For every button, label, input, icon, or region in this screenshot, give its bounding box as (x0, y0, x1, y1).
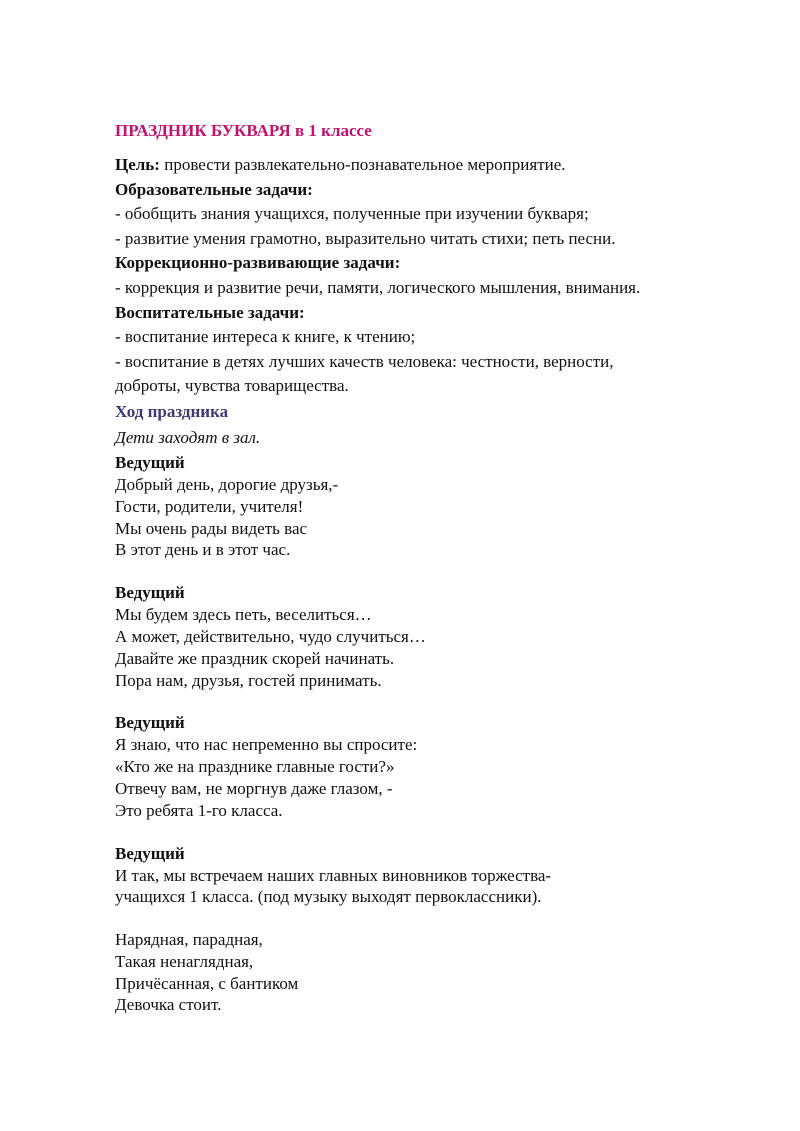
verse-line: «Кто же на празднике главные гости?» (115, 757, 395, 777)
verse-line: А может, действительно, чудо случиться… (115, 626, 426, 646)
edu-tasks-heading: Образовательные задачи: (115, 179, 313, 199)
verse-line: Гости, родители, учителя! (115, 496, 304, 516)
corr-task-item: - коррекция и развитие речи, памяти, логического мышления, внимания. (115, 277, 641, 297)
vosp-tasks-heading: Воспитательные задачи: (115, 302, 305, 322)
corr-tasks-heading: Коррекционно-развивающие задачи: (115, 253, 401, 273)
speaker-name: Ведущий (115, 713, 185, 733)
verse-line: Пора нам, друзья, гостей принимать. (115, 670, 382, 690)
speech-block (115, 712, 755, 821)
goal-label: Цель: (115, 155, 160, 174)
verse-line: Отвечу вам, не моргнув даже глазом, - (115, 778, 393, 798)
stage-direction: Дети заходят в зал. (115, 427, 261, 447)
verse-line: Давайте же праздник скорей начинать. (115, 648, 395, 668)
poem-block (115, 929, 755, 1016)
verse-line: Нарядная, парадная, (115, 930, 263, 950)
speaker-name: Ведущий (115, 452, 185, 472)
verse-line: Мы очень рады видеть вас (115, 518, 308, 538)
verse-line: Такая ненаглядная, (115, 951, 254, 971)
verse-line: Причёсанная, с бантиком (115, 973, 299, 993)
document-title: ПРАЗДНИК БУКВАРЯ в 1 классе (115, 121, 372, 140)
verse-line: Это ребята 1-го класса. (115, 800, 283, 820)
edu-task-item: - развитие умения грамотно, выразительно читать стихи; петь песни. (115, 228, 616, 248)
speaker-name: Ведущий (115, 843, 185, 863)
verse-line: В этот день и в этот час. (115, 540, 291, 560)
vosp-task-item: доброты, чувства товарищества. (115, 376, 349, 396)
goal-text: провести развлекательно-познавательное мероприятие. (159, 155, 566, 174)
verse-line: Я знаю, что нас непременно вы спросите: (115, 735, 418, 755)
speech-block (115, 843, 755, 909)
speech-block (115, 582, 755, 691)
verse-line: И так, мы встречаем наших главных виновников торжества- (115, 865, 552, 885)
goal-paragraph (115, 153, 755, 178)
section-heading: Ход праздника (115, 401, 229, 421)
verse-line: Мы будем здесь петь, веселиться… (115, 605, 372, 625)
vosp-task-item: - воспитание интереса к книге, к чтению; (115, 327, 416, 347)
speech-block (115, 452, 755, 561)
intro-section (115, 153, 755, 399)
speaker-name: Ведущий (115, 583, 185, 603)
edu-task-item: - обобщить знания учащихся, полученные при изучении букваря; (115, 204, 589, 224)
verse-line: Добрый день, дорогие друзья,- (115, 474, 339, 494)
verse-line: учащихся 1 класса. (под музыку выходят первоклассники). (115, 887, 542, 907)
vosp-task-item: - воспитание в детях лучших качеств человека: честности, верности, (115, 351, 614, 371)
verse-line: Девочка стоит. (115, 995, 222, 1015)
document-content (115, 120, 755, 1037)
